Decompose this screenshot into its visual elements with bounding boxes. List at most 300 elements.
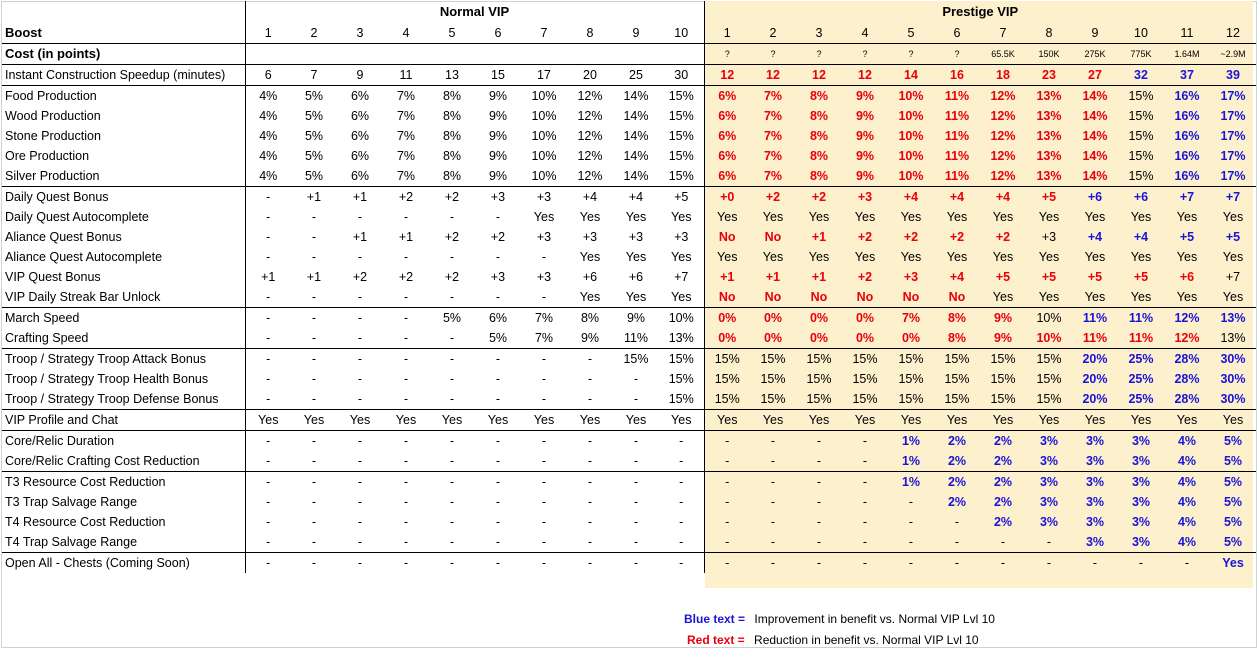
prestige-value-cell: ? xyxy=(842,44,888,65)
prestige-value-cell: 3% xyxy=(1131,535,1151,549)
normal-value-cell xyxy=(521,44,567,65)
normal-value-cell: - xyxy=(337,308,383,329)
prestige-value-cell: 8% xyxy=(809,109,829,123)
table-row xyxy=(2,349,1256,370)
prestige-value-cell: 8% xyxy=(809,149,829,163)
normal-value-cell xyxy=(245,44,291,65)
normal-value-cell: 9 xyxy=(337,65,383,86)
normal-value-cell: +3 xyxy=(674,230,689,244)
prestige-value-cell: 12 xyxy=(796,65,842,86)
prestige-value-cell: 15% xyxy=(1036,372,1062,386)
boost-name: Aliance Quest Autocomplete xyxy=(2,247,245,267)
normal-value-cell: - xyxy=(541,495,547,509)
prestige-value-cell: 28% xyxy=(1174,372,1200,386)
normal-value-cell: - xyxy=(245,472,291,493)
prestige-value-cell: 5% xyxy=(1210,431,1256,452)
table-row xyxy=(2,431,1256,452)
legend-red-desc: Reduction in benefit vs. Normal VIP Lvl 10 xyxy=(754,633,979,647)
normal-value-cell: - xyxy=(541,535,547,549)
prestige-value-cell: 15% xyxy=(934,349,980,370)
normal-value-cell: 6% xyxy=(337,86,383,107)
prestige-value-cell: Yes xyxy=(704,247,750,267)
prestige-value-cell: 9% xyxy=(855,169,875,183)
prestige-value-cell: 3% xyxy=(1085,495,1105,509)
prestige-value-cell: 12% xyxy=(980,86,1026,107)
prestige-value-cell: 12% xyxy=(1164,308,1210,329)
prestige-value-cell: - xyxy=(888,553,934,574)
normal-value-cell: - xyxy=(475,553,521,574)
prestige-value-cell: 8% xyxy=(934,308,980,329)
normal-value-cell: - xyxy=(449,331,455,345)
prestige-value-cell: +2 xyxy=(995,230,1011,244)
boost-name: Cost (in points) xyxy=(2,44,245,65)
boost-name: Silver Production xyxy=(2,166,245,187)
normal-value-cell: - xyxy=(429,472,475,493)
normal-value-cell: - xyxy=(449,454,455,468)
normal-value-cell: 5% xyxy=(304,149,324,163)
prestige-value-cell: +4 xyxy=(888,187,934,208)
prestige-value-cell: 27 xyxy=(1072,65,1118,86)
normal-value-cell: +3 xyxy=(536,270,552,284)
prestige-value-cell: +7 xyxy=(1164,187,1210,208)
prestige-value-cell: 9% xyxy=(842,86,888,107)
normal-value-cell: - xyxy=(541,392,547,406)
prestige-value-cell: 20% xyxy=(1082,392,1108,406)
table-row xyxy=(2,187,1256,208)
normal-value-cell: 8% xyxy=(442,149,462,163)
prestige-value-cell: 4% xyxy=(1164,431,1210,452)
prestige-value-cell: Yes xyxy=(750,410,796,431)
prestige-value-cell: 13% xyxy=(1026,86,1072,107)
prestige-value-cell: 0% xyxy=(842,308,888,329)
prestige-value-cell: 5% xyxy=(1223,454,1243,468)
prestige-value-cell: 9% xyxy=(855,149,875,163)
normal-value-cell: 9% xyxy=(613,308,659,329)
normal-value-cell: +5 xyxy=(659,187,704,208)
table-row xyxy=(2,553,1256,574)
normal-value-cell: 11% xyxy=(623,331,649,345)
prestige-value-cell: No xyxy=(704,287,750,308)
prestige-value-cell: Yes xyxy=(992,290,1014,304)
legend-blue-key: Blue text = xyxy=(684,612,746,626)
prestige-value-cell: 9% xyxy=(855,129,875,143)
table-row xyxy=(2,247,1256,267)
prestige-value-cell: - xyxy=(796,472,842,493)
table-row xyxy=(2,451,1256,472)
prestige-value-cell: 4% xyxy=(1177,535,1197,549)
prestige-value-cell: 15% xyxy=(1036,392,1062,406)
prestige-value-cell: +4 xyxy=(949,270,965,284)
prestige-value-cell: - xyxy=(954,515,960,529)
normal-value-cell: - xyxy=(337,431,383,452)
normal-value-cell: - xyxy=(521,431,567,452)
prestige-value-cell: 9% xyxy=(993,331,1013,345)
prestige-value-cell: Yes xyxy=(1176,250,1198,264)
prestige-value-cell: - xyxy=(980,553,1026,574)
normal-level-header: 5 xyxy=(448,26,456,40)
normal-value-cell: 9% xyxy=(580,331,600,345)
prestige-value-cell: 15% xyxy=(704,349,750,370)
prestige-value-cell: 14 xyxy=(888,65,934,86)
legend-blue xyxy=(684,612,995,626)
normal-value-cell: +1 xyxy=(261,270,276,284)
boost-name: Ore Production xyxy=(2,146,245,166)
prestige-value-cell: 6% xyxy=(704,126,750,146)
normal-value-cell: 13% xyxy=(668,331,694,345)
prestige-value-cell: Yes xyxy=(900,250,922,264)
normal-value-cell: - xyxy=(291,553,337,574)
table-body xyxy=(2,1,1256,573)
normal-value-cell: - xyxy=(357,372,363,386)
prestige-value-cell: 5% xyxy=(1223,495,1243,509)
normal-value-cell: - xyxy=(266,515,271,529)
prestige-value-cell: +2 xyxy=(903,230,919,244)
prestige-value-cell: - xyxy=(704,492,750,512)
prestige-value-cell: 15% xyxy=(852,372,878,386)
normal-value-cell: 8% xyxy=(429,86,475,107)
normal-value-cell: - xyxy=(245,349,291,370)
prestige-value-cell: Yes xyxy=(980,410,1026,431)
normal-value-cell: +2 xyxy=(398,270,414,284)
normal-value-cell: 7% xyxy=(396,149,416,163)
normal-value-cell: - xyxy=(659,431,704,452)
prestige-value-cell: Yes xyxy=(1038,210,1060,224)
normal-value-cell: - xyxy=(311,372,317,386)
normal-value-cell: - xyxy=(357,515,363,529)
prestige-value-cell: Yes xyxy=(704,410,750,431)
prestige-value-cell: 20% xyxy=(1072,349,1118,370)
normal-value-cell: 5% xyxy=(429,308,475,329)
prestige-value-cell: 11% xyxy=(1072,308,1118,329)
normal-value-cell: - xyxy=(475,349,521,370)
prestige-value-cell: ? xyxy=(796,44,842,65)
normal-value-cell: - xyxy=(449,250,455,264)
prestige-value-cell: +3 xyxy=(842,187,888,208)
boost-name: Open All - Chests (Coming Soon) xyxy=(2,553,245,574)
prestige-value-cell: 1% xyxy=(888,472,934,493)
prestige-value-cell: ? xyxy=(888,44,934,65)
normal-value-cell: 5% xyxy=(304,109,324,123)
prestige-value-cell: 15% xyxy=(1128,109,1154,123)
normal-value-cell: - xyxy=(337,472,383,493)
table-row xyxy=(2,287,1256,308)
prestige-value-cell: 15% xyxy=(1128,149,1154,163)
prestige-value-cell: 12% xyxy=(990,169,1016,183)
normal-value-cell: Yes xyxy=(533,210,555,224)
prestige-value-cell: +6 xyxy=(1072,187,1118,208)
prestige-value-cell: 17% xyxy=(1220,149,1246,163)
normal-value-cell: - xyxy=(449,515,455,529)
prestige-value-cell: 13% xyxy=(1036,109,1062,123)
prestige-value-cell: 7% xyxy=(763,169,783,183)
prestige-level-header: 3 xyxy=(815,26,823,40)
prestige-value-cell: 7% xyxy=(763,149,783,163)
prestige-value-cell: - xyxy=(770,454,776,468)
normal-value-cell: Yes xyxy=(625,290,647,304)
prestige-value-cell: +1 xyxy=(811,270,827,284)
prestige-value-cell: 12% xyxy=(990,109,1016,123)
prestige-value-cell: 30% xyxy=(1210,349,1256,370)
normal-value-cell: - xyxy=(311,230,317,244)
normal-value-cell: Yes xyxy=(613,410,659,431)
prestige-value-cell: Yes xyxy=(1222,290,1244,304)
prestige-value-cell: 15% xyxy=(796,349,842,370)
prestige-level-header: 2 xyxy=(769,26,777,40)
boost-name: Core/Relic Crafting Cost Reduction xyxy=(2,451,245,472)
normal-value-cell: - xyxy=(495,250,501,264)
prestige-value-cell: +4 xyxy=(1133,230,1149,244)
normal-value-cell: 4% xyxy=(245,86,291,107)
table-row xyxy=(2,166,1256,187)
normal-value-cell: - xyxy=(266,372,271,386)
prestige-value-cell: 6% xyxy=(704,106,750,126)
prestige-value-cell: - xyxy=(796,431,842,452)
table-row xyxy=(2,86,1256,107)
prestige-value-cell: 15% xyxy=(898,392,924,406)
normal-value-cell: - xyxy=(291,308,337,329)
normal-value-cell: 9% xyxy=(488,129,508,143)
prestige-value-cell: Yes xyxy=(888,410,934,431)
table-row xyxy=(2,492,1256,512)
table-row xyxy=(2,65,1256,86)
normal-value-cell: 7% xyxy=(396,109,416,123)
prestige-value-cell: Yes xyxy=(842,410,888,431)
prestige-value-cell: - xyxy=(954,535,960,549)
boost-name: Instant Construction Speedup (minutes) xyxy=(2,65,245,86)
prestige-value-cell: - xyxy=(704,431,750,452)
normal-value-cell: - xyxy=(449,535,455,549)
normal-value-cell: Yes xyxy=(671,290,692,304)
normal-value-cell: - xyxy=(311,495,317,509)
normal-value-cell: - xyxy=(311,535,317,549)
prestige-value-cell: 0% xyxy=(855,331,875,345)
prestige-value-cell: - xyxy=(908,535,914,549)
normal-value-cell: - xyxy=(587,495,593,509)
prestige-value-cell: 14% xyxy=(1082,149,1108,163)
normal-value-cell: 20 xyxy=(567,65,613,86)
normal-value-cell: - xyxy=(245,431,291,452)
boost-name: Aliance Quest Bonus xyxy=(2,227,245,247)
prestige-value-cell: - xyxy=(704,451,750,472)
normal-value-cell: 7% xyxy=(396,169,416,183)
normal-value-cell: +1 xyxy=(398,230,414,244)
prestige-value-cell: 12 xyxy=(750,65,796,86)
prestige-value-cell: 15% xyxy=(1026,349,1072,370)
prestige-value-cell: 11% xyxy=(944,129,970,143)
prestige-value-cell: Yes xyxy=(808,250,830,264)
prestige-value-cell: - xyxy=(1000,535,1006,549)
normal-value-cell: - xyxy=(403,372,409,386)
prestige-value-cell: 7% xyxy=(763,129,783,143)
prestige-value-cell: No xyxy=(948,290,966,304)
prestige-value-cell: 3% xyxy=(1085,515,1105,529)
prestige-value-cell: Yes xyxy=(1210,553,1256,574)
header-blank xyxy=(2,1,245,23)
prestige-value-cell: +2 xyxy=(857,270,873,284)
prestige-value-cell: 0% xyxy=(901,331,921,345)
prestige-value-cell: +7 xyxy=(1210,187,1256,208)
prestige-value-cell: 10% xyxy=(888,86,934,107)
normal-value-cell: - xyxy=(567,431,613,452)
normal-value-cell: - xyxy=(613,553,659,574)
prestige-value-cell: 11% xyxy=(1128,331,1154,345)
normal-value-cell: 12% xyxy=(577,109,603,123)
prestige-value-cell: 17% xyxy=(1210,86,1256,107)
prestige-value-cell: 28% xyxy=(1164,349,1210,370)
table-row xyxy=(2,207,1256,227)
normal-level-header: 1 xyxy=(264,26,272,40)
prestige-value-cell: Yes xyxy=(1118,410,1164,431)
normal-level-header: 9 xyxy=(632,26,640,40)
normal-value-cell: - xyxy=(567,553,613,574)
prestige-value-cell: - xyxy=(704,512,750,532)
prestige-value-cell: 3% xyxy=(1118,472,1164,493)
normal-value-cell: - xyxy=(403,210,409,224)
prestige-value-cell: Yes xyxy=(992,250,1014,264)
legend-blue-desc: Improvement in benefit vs. Normal VIP Lvl 10 xyxy=(754,612,995,626)
prestige-value-cell: - xyxy=(1072,553,1118,574)
prestige-value-cell: 16% xyxy=(1174,129,1200,143)
prestige-value-cell: 12% xyxy=(1174,331,1200,345)
prestige-value-cell: 20% xyxy=(1082,372,1108,386)
prestige-value-cell: Yes xyxy=(704,207,750,227)
normal-value-cell: - xyxy=(679,495,684,509)
normal-level-header: 8 xyxy=(586,26,594,40)
normal-value-cell: - xyxy=(383,472,429,493)
prestige-value-cell: 3% xyxy=(1026,472,1072,493)
normal-value-cell: - xyxy=(311,331,317,345)
prestige-value-cell: 16% xyxy=(1174,169,1200,183)
normal-value-cell: - xyxy=(633,535,639,549)
normal-value-cell: - xyxy=(357,290,363,304)
prestige-value-cell: 14% xyxy=(1072,86,1118,107)
normal-value-cell: Yes xyxy=(337,410,383,431)
prestige-value-cell: 5% xyxy=(1223,535,1243,549)
normal-value-cell: - xyxy=(541,515,547,529)
boost-name: VIP Daily Streak Bar Unlock xyxy=(2,287,245,308)
normal-value-cell: 8% xyxy=(567,308,613,329)
table-row xyxy=(2,44,1256,65)
normal-value-cell: 30 xyxy=(659,65,704,86)
prestige-value-cell: 8% xyxy=(947,331,967,345)
normal-value-cell: - xyxy=(587,454,593,468)
normal-value-cell: - xyxy=(429,349,475,370)
normal-value-cell: - xyxy=(587,515,593,529)
prestige-value-cell: +7 xyxy=(1225,270,1241,284)
prestige-value-cell: 0% xyxy=(704,328,750,349)
prestige-value-cell: 0% xyxy=(763,331,783,345)
prestige-value-cell: ? xyxy=(704,44,750,65)
prestige-value-cell: 16% xyxy=(1174,109,1200,123)
normal-value-cell: - xyxy=(449,495,455,509)
prestige-value-cell: - xyxy=(770,495,776,509)
normal-value-cell: 4% xyxy=(259,169,278,183)
normal-value-cell: +6 xyxy=(582,270,598,284)
prestige-value-cell: 15% xyxy=(1128,169,1154,183)
boost-name: March Speed xyxy=(2,308,245,329)
prestige-value-cell: 15% xyxy=(842,349,888,370)
normal-value-cell: - xyxy=(403,535,409,549)
table-row xyxy=(2,512,1256,532)
table-row xyxy=(2,328,1256,349)
prestige-value-cell: 2% xyxy=(947,495,967,509)
prestige-value-cell: +3 xyxy=(903,270,919,284)
prestige-value-cell: Yes xyxy=(762,210,784,224)
prestige-value-cell: +2 xyxy=(750,187,796,208)
prestige-value-cell: 65.5K xyxy=(980,44,1026,65)
boost-column-header: Boost xyxy=(2,23,245,44)
prestige-level-header: 5 xyxy=(907,26,915,40)
prestige-value-cell: +5 xyxy=(1133,270,1149,284)
prestige-value-cell: - xyxy=(862,454,868,468)
normal-value-cell: - xyxy=(567,349,613,370)
normal-value-cell: 6% xyxy=(350,129,370,143)
normal-value-cell: - xyxy=(541,250,547,264)
normal-value-cell: - xyxy=(449,210,455,224)
prestige-value-cell: 14% xyxy=(1082,129,1108,143)
normal-value-cell: +2 xyxy=(490,230,506,244)
normal-value-cell: - xyxy=(403,454,409,468)
prestige-value-cell: 30% xyxy=(1220,392,1246,406)
prestige-value-cell: +1 xyxy=(811,230,827,244)
prestige-value-cell: Yes xyxy=(900,210,922,224)
normal-value-cell: +3 xyxy=(475,187,521,208)
normal-value-cell: Yes xyxy=(383,410,429,431)
boost-name: Daily Quest Autocomplete xyxy=(2,207,245,227)
normal-value-cell: +1 xyxy=(352,230,368,244)
normal-value-cell: - xyxy=(291,431,337,452)
prestige-value-cell: Yes xyxy=(1084,250,1106,264)
prestige-value-cell: 15% xyxy=(898,372,924,386)
prestige-value-cell: 13% xyxy=(1036,129,1062,143)
prestige-value-cell: Yes xyxy=(1164,410,1210,431)
prestige-value-cell: 15% xyxy=(990,392,1016,406)
prestige-value-cell: 3% xyxy=(1039,515,1059,529)
normal-value-cell: 15% xyxy=(668,109,694,123)
normal-value-cell: Yes xyxy=(429,410,475,431)
prestige-value-cell: - xyxy=(750,472,796,493)
prestige-value-cell: Yes xyxy=(1026,410,1072,431)
normal-value-cell: - xyxy=(521,349,567,370)
prestige-value-cell: 1% xyxy=(888,431,934,452)
normal-value-cell: 6% xyxy=(350,169,370,183)
prestige-value-cell: +1 xyxy=(704,267,750,287)
normal-value-cell: +3 xyxy=(536,230,552,244)
prestige-value-cell: 4% xyxy=(1177,515,1197,529)
normal-value-cell: - xyxy=(613,472,659,493)
prestige-value-cell: No xyxy=(810,290,828,304)
prestige-value-cell: 15% xyxy=(704,369,750,389)
normal-value-cell: - xyxy=(633,515,639,529)
normal-value-cell: 6% xyxy=(475,308,521,329)
normal-value-cell: - xyxy=(245,187,291,208)
prestige-value-cell: 15% xyxy=(806,392,832,406)
normal-value-cell: 25 xyxy=(613,65,659,86)
prestige-value-cell: 5% xyxy=(1210,472,1256,493)
normal-value-cell: - xyxy=(403,515,409,529)
normal-value-cell: 13 xyxy=(429,65,475,86)
normal-value-cell: +2 xyxy=(444,230,460,244)
normal-value-cell: - xyxy=(266,331,271,345)
prestige-level-header: 12 xyxy=(1226,26,1240,40)
normal-value-cell: - xyxy=(266,250,271,264)
prestige-value-cell: Yes xyxy=(854,250,876,264)
prestige-value-cell: Yes xyxy=(1084,210,1106,224)
boost-name: Crafting Speed xyxy=(2,328,245,349)
prestige-value-cell: 6% xyxy=(704,166,750,187)
prestige-value-cell: Yes xyxy=(1130,290,1152,304)
prestige-value-cell: 0% xyxy=(704,308,750,329)
